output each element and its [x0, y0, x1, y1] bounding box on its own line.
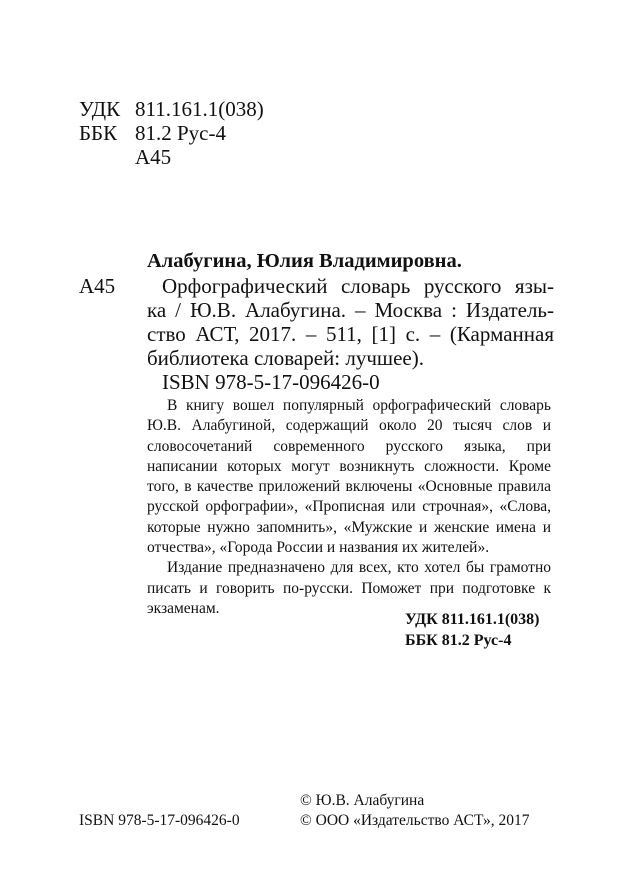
- description-line-4: библиотека словарей: лучшее).: [147, 346, 424, 370]
- annotation-paragraph-2: Издание предназначено для всех, кто хотел бы грамотно писать и говорить по-русски. Поможет при подготовке к экзаменам.: [147, 559, 551, 617]
- udk-bold: УДК 811.161.1(038): [405, 611, 540, 628]
- udk-label: УДК: [79, 97, 121, 121]
- bbk-value: 81.2 Рус-4: [135, 121, 226, 145]
- bbk-label: ББК: [79, 121, 118, 145]
- annotation-paragraph-1: В книгу вошел популярный орфографический словарь Ю.В. Алабугиной, содержащий около 20 тысяч слов и словосочетаний современного русского языка, при написании которых могут возникнуть сложности. Кроме того, в качестве приложений включены «Основные правила русской орфографии», «Прописная или строчная», «Слова, которые нужно запомнить», «Мужские и женские имена и отчества», «Города России и названия их жителей».: [147, 397, 551, 557]
- author-mark-record: А45: [79, 274, 116, 298]
- copyright-author: © Ю.В. Алабугина: [300, 792, 425, 809]
- author-mark-top: А45: [135, 145, 172, 169]
- copyright-publisher: © ООО «Издательство АСТ», 2017: [300, 812, 530, 829]
- author-heading: Алабугина, Юлия Владимировна.: [147, 250, 462, 272]
- udk-value: 811.161.1(038): [135, 97, 264, 121]
- record-isbn: ISBN 978-5-17-096426-0: [162, 370, 380, 394]
- description-line-3: ство АСТ, 2017. – 511, [1] с. – (Карманная: [147, 322, 554, 346]
- bbk-bold: ББК 81.2 Рус-4: [405, 632, 512, 649]
- footer-isbn: ISBN 978-5-17-096426-0: [79, 812, 240, 829]
- description-line-1: Орфографический словарь русского язы-: [162, 274, 554, 298]
- annotation: [147, 396, 551, 619]
- description-line-2: ка / Ю.В. Алабугина. – Москва : Издатель-: [147, 298, 554, 322]
